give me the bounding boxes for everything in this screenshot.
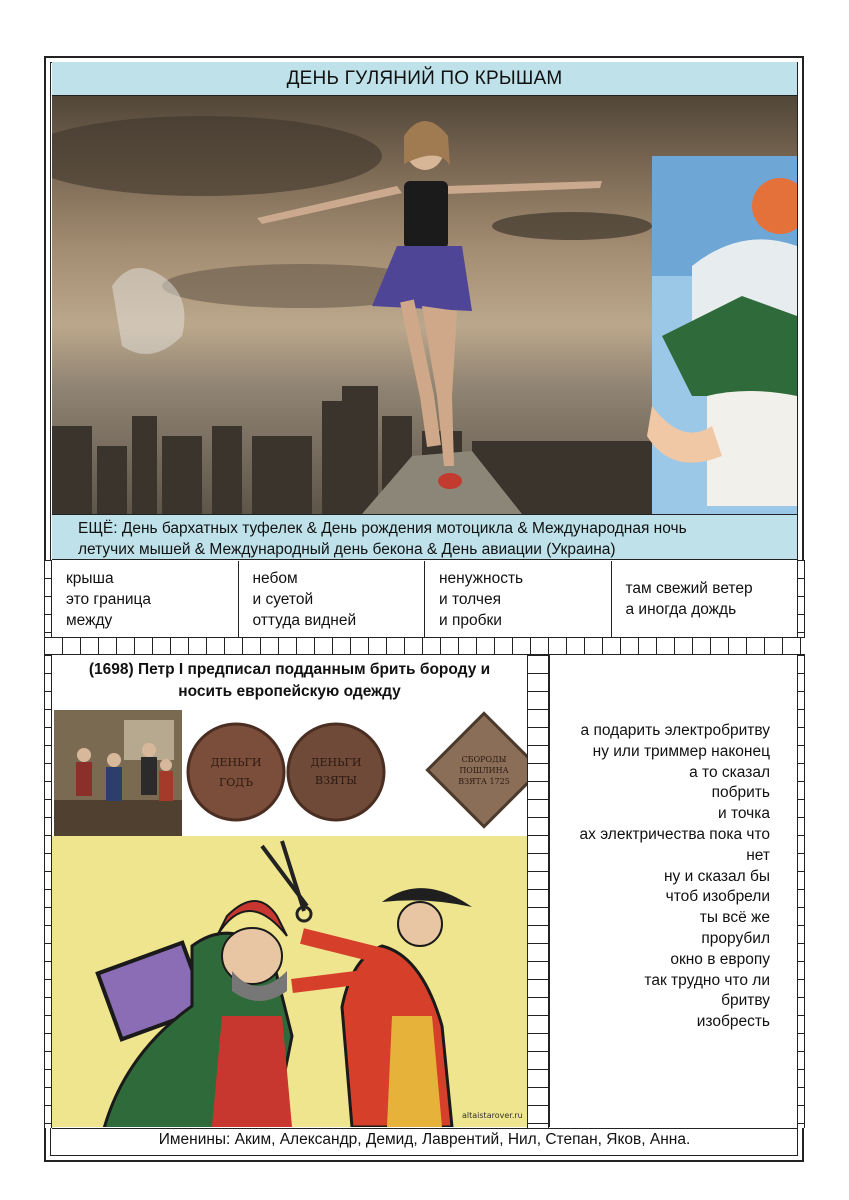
- coin-2-inscription: ДЕНЬГИ: [310, 756, 362, 769]
- right-poem-line: чтоб изобрели: [665, 888, 770, 906]
- right-poem-line: ну и сказал бы: [664, 867, 770, 885]
- coin-1-inscription: ДЕНЬГИ: [210, 756, 262, 769]
- event-line-1: (1698) Петр I предписал подданным брить бороду и: [88, 661, 491, 678]
- coin-2-taken: ВЗЯТЫ: [315, 774, 357, 787]
- right-poem-line: и точка: [718, 805, 770, 823]
- right-poem-line: а то сказал: [689, 763, 770, 781]
- right-strip-bottom: [797, 655, 805, 1128]
- rooftop-illustration: [52, 96, 797, 514]
- right-poem-line: бритву: [721, 992, 770, 1010]
- poem-line: там свежий ветер: [625, 580, 753, 597]
- right-poem: [549, 655, 796, 1127]
- right-poem-line: нет: [746, 846, 770, 864]
- right-strip-top: [797, 560, 805, 640]
- rooftop-photo: [52, 96, 797, 514]
- right-poem-line: ну или триммер наконец: [592, 742, 770, 760]
- poem-line: и толчея: [439, 591, 501, 608]
- token-line-1: СБОРОДЫ: [461, 755, 507, 764]
- poem-stanza-2: [239, 561, 426, 637]
- right-poem-line: так трудно что ли: [644, 971, 770, 989]
- right-poem-line: побрить: [711, 784, 770, 802]
- right-poem-line: прорубил: [701, 929, 770, 947]
- beard-cutting-woodcut: [52, 836, 527, 1127]
- poem-line: небом: [252, 570, 298, 587]
- right-poem-line: ты всё же: [699, 909, 770, 927]
- page-title: ДЕНЬ ГУЛЯНИЙ ПО КРЫШАМ: [52, 62, 797, 96]
- historical-event-title: [52, 655, 527, 709]
- coin-1-year: ГОДЪ: [219, 776, 253, 789]
- poem-stanza-1: [52, 561, 239, 637]
- right-poem-line: ах электричества пока что: [579, 825, 770, 843]
- other-holidays-line-1: ЕЩЁ: День бархатных туфелек & День рождения мотоцикла & Международная ночь: [78, 520, 687, 537]
- poem-line: а иногда дождь: [625, 601, 737, 618]
- left-strip-bottom: [44, 655, 52, 1128]
- token-line-3: ВЗЯТА 1725: [458, 777, 510, 786]
- right-poem-line: изобресть: [696, 1013, 770, 1031]
- poem-stanza-4: [612, 561, 798, 637]
- poem-line: и пробки: [439, 612, 502, 629]
- other-holidays: [52, 514, 797, 560]
- namedays: Именины: Аким, Александр, Демид, Лаврентий, Нил, Степан, Яков, Анна.: [52, 1128, 797, 1154]
- middle-divider-strip: [44, 637, 805, 655]
- woodcut-credit: altaistarover.ru: [462, 1111, 523, 1120]
- poem-line: это граница: [66, 591, 152, 608]
- beard-token-coins: [182, 710, 527, 834]
- event-line-2: носить европейскую одежду: [178, 683, 401, 700]
- center-strip: [527, 655, 549, 1128]
- other-holidays-line-2: летучих мышей & Международный день бекона & День авиации (Украина): [78, 541, 616, 558]
- poem-row: [52, 561, 797, 637]
- right-poem-line: окно в европу: [670, 950, 770, 968]
- court-painting: [54, 710, 182, 836]
- poem-line: между: [66, 612, 113, 629]
- poem-line: ненужность: [439, 570, 524, 587]
- poem-line: крыша: [66, 570, 114, 587]
- token-line-2: ПОШЛИНА: [459, 766, 509, 775]
- poem-stanza-3: [425, 561, 612, 637]
- poem-line: оттуда видней: [252, 612, 357, 629]
- right-poem-line: а подарить электробритву: [580, 722, 770, 739]
- poem-line: и суетой: [252, 591, 314, 608]
- left-strip-top: [44, 560, 52, 640]
